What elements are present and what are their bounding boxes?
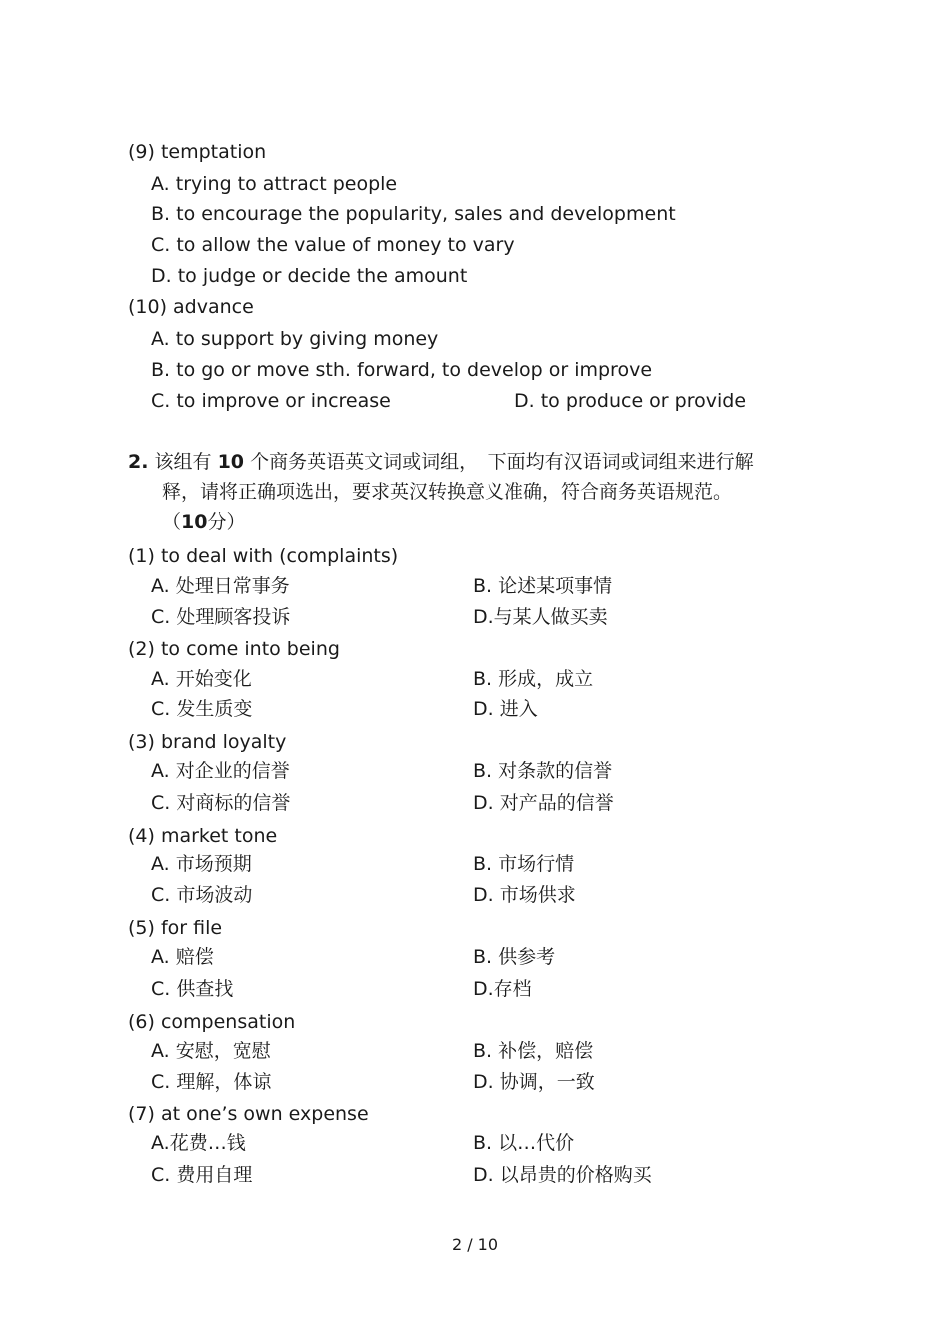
section-number: 2. [128,451,149,473]
question-5-option-c: C. 供查找 [151,978,234,1000]
question-9-option-a: A. trying to attract people [151,173,398,195]
question-4-option-c: C. 市场波动 [151,884,253,906]
question-6-option-d: D. 协调，一致 [473,1071,595,1093]
question-7-option-a: A.花费…钱 [151,1132,246,1154]
question-3-option-c: C. 对商标的信誉 [151,792,291,814]
question-5-option-d: D.存档 [473,978,532,1000]
question-9-option-b: B. to encourage the popularity, sales and development [151,203,676,225]
score-close: 分） [207,511,246,533]
question-1-stem: (1) to deal with (complaints) [128,545,399,567]
instruction-text-b: 个商务英语英文词或词组， 下面均有汉语词或词组来进行解 [250,451,754,473]
question-9-stem: (9) temptation [128,141,267,163]
question-6-option-a: A. 安慰，宽慰 [151,1040,271,1062]
question-2-option-b: B. 形成，成立 [473,668,594,690]
question-1-option-a: A. 处理日常事务 [151,575,290,597]
section-2-instruction-line-1 [128,448,754,476]
score-open: （ [162,511,182,533]
question-2-option-d: D. 进入 [473,698,538,720]
question-5-option-b: B. 供参考 [473,946,556,968]
question-7-option-c: C. 费用自理 [151,1164,253,1186]
question-4-option-d: D. 市场供求 [473,884,576,906]
section-2-score [162,508,245,536]
score-number: 10 [181,511,208,533]
question-10-option-b: B. to go or move sth. forward, to develop or improve [151,359,653,381]
question-3-stem: (3) brand loyalty [128,731,287,753]
question-1-option-b: B. 论述某项事情 [473,575,613,597]
question-5-stem: (5) for file [128,917,223,939]
question-3-option-d: D. 对产品的信誉 [473,792,614,814]
question-2-stem: (2) to come into being [128,638,340,660]
question-10-stem: (10) advance [128,296,254,318]
instruction-text-a: 该组有 [154,451,212,473]
page-number: 2 / 10 [451,1235,499,1254]
question-7-option-b: B. 以…代价 [473,1132,575,1154]
question-6-option-b: B. 补偿，赔偿 [473,1040,594,1062]
question-4-option-a: A. 市场预期 [151,853,252,875]
question-2-option-c: C. 发生质变 [151,698,253,720]
question-3-option-b: B. 对条款的信誉 [473,760,613,782]
question-10-option-c: C. to improve or increase [151,390,391,412]
question-4-option-b: B. 市场行情 [473,853,575,875]
question-2-option-a: A. 开始变化 [151,668,252,690]
question-4-stem: (4) market tone [128,825,278,847]
question-10-option-a: A. to support by giving money [151,328,439,350]
question-5-option-a: A. 赔偿 [151,946,214,968]
question-6-option-c: C. 理解，体谅 [151,1071,272,1093]
question-6-stem: (6) compensation [128,1011,296,1033]
question-7-option-d: D. 以昂贵的价格购买 [473,1164,652,1186]
question-9-option-c: C. to allow the value of money to vary [151,234,515,256]
section-2-instruction-line-2: 释，请将正确项选出，要求英汉转换意义准确，符合商务英语规范。 [162,481,733,503]
question-10-option-d: D. to produce or provide [514,390,747,412]
question-1-option-d: D.与某人做买卖 [473,606,608,628]
item-count: 10 [217,451,245,473]
question-3-option-a: A. 对企业的信誉 [151,760,290,782]
question-1-option-c: C. 处理顾客投诉 [151,606,291,628]
question-9-option-d: D. to judge or decide the amount [151,265,468,287]
question-7-stem: (7) at one’s own expense [128,1103,369,1125]
